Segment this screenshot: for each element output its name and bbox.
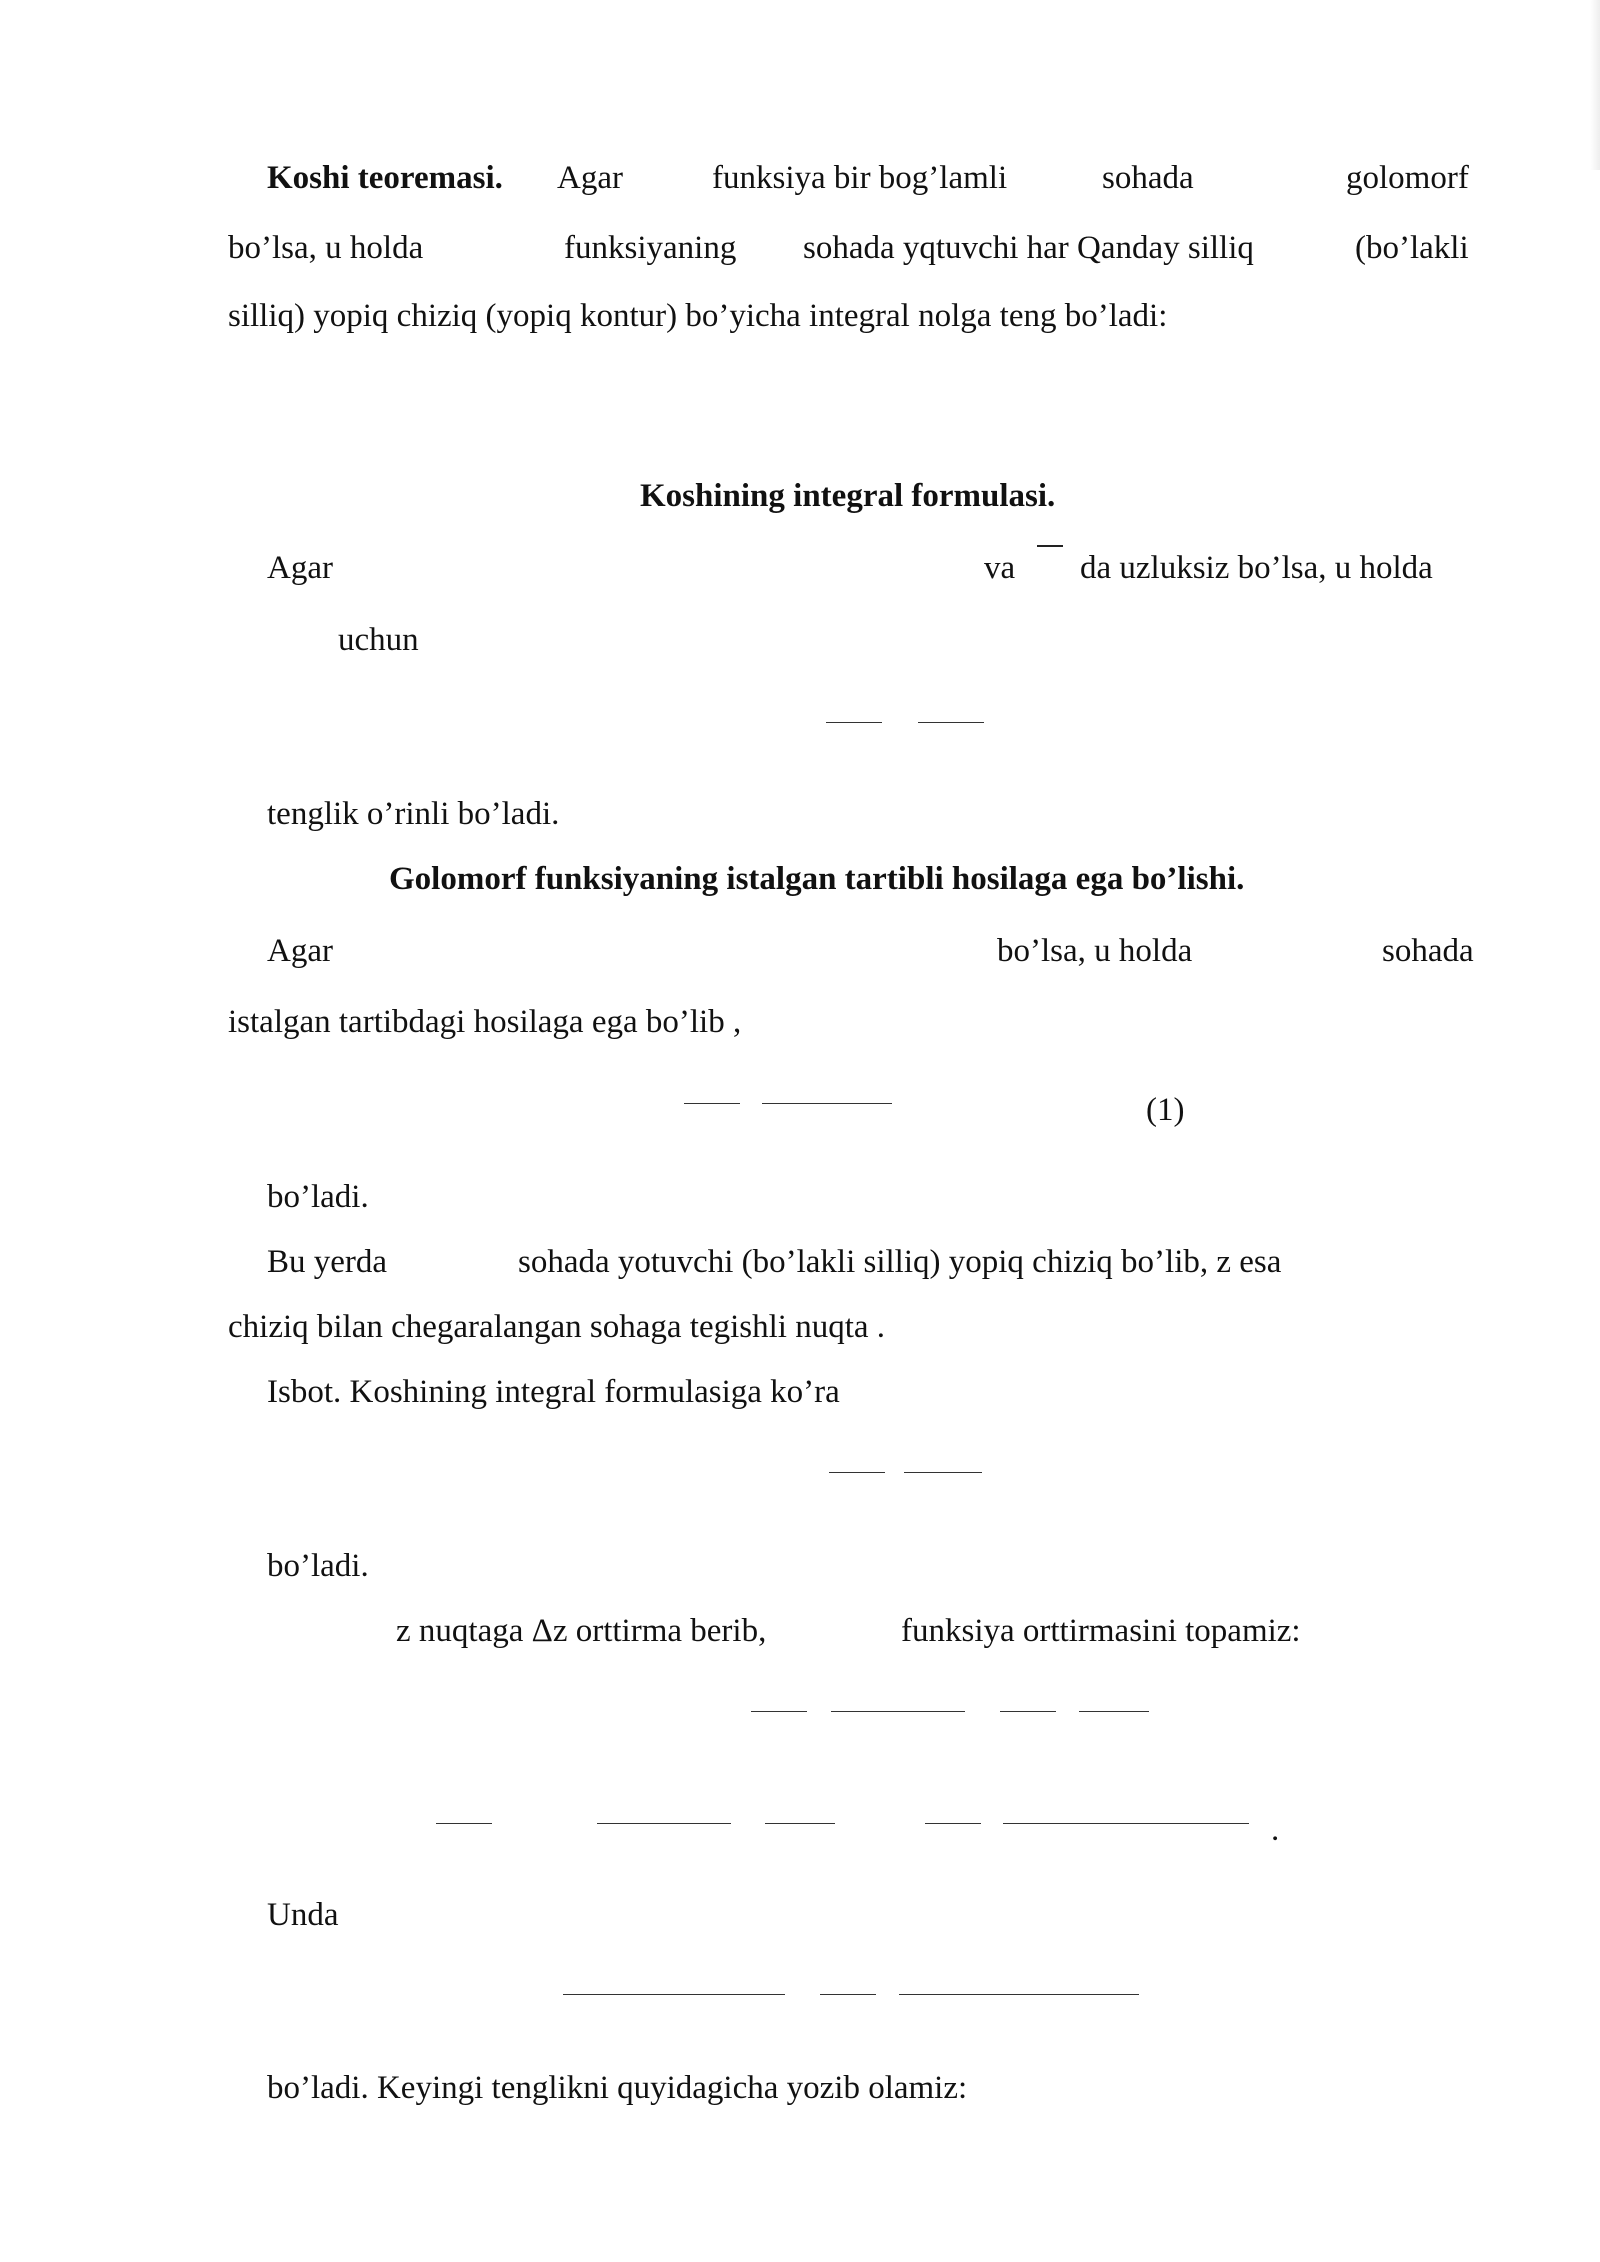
formula-fraction-line xyxy=(563,1994,785,1995)
p5-b: funksiya orttirmasini topamiz: xyxy=(901,1613,1301,1649)
formula-end-dot: . xyxy=(1271,1812,1280,1848)
p1-line2-sohada: sohada yqtuvchi har Qanday silliq xyxy=(803,230,1254,266)
p1-line1-golomorf: golomorf xyxy=(1346,160,1469,196)
p2-va: va xyxy=(984,550,1016,586)
p2-overline-mark xyxy=(1037,545,1063,547)
formula-fraction-line xyxy=(904,1472,982,1473)
theorem-title-bold: Koshi teoremasi. xyxy=(267,160,503,196)
p1-line1-sohada: sohada xyxy=(1102,160,1194,196)
formula-fraction-line xyxy=(765,1823,835,1824)
boladi-text-2: bo’ladi. xyxy=(267,1548,369,1584)
formula-fraction-line xyxy=(820,1994,876,1995)
formula-fraction-line xyxy=(899,1994,1139,1995)
formula-fraction-line xyxy=(1003,1823,1249,1824)
equation-number: (1) xyxy=(1146,1092,1185,1128)
isbot-text: Isbot. Koshining integral formulasiga ko’ra xyxy=(267,1374,840,1410)
p4-line1-a: Bu yerda xyxy=(267,1244,388,1280)
p1-line3: silliq) yopiq chiziq (yopiq kontur) bo’yicha integral nolga teng bo’ladi: xyxy=(228,298,1168,334)
p1-line1-agar: Agar xyxy=(557,160,623,196)
formula-fraction-line xyxy=(684,1103,740,1104)
theorem-title xyxy=(267,158,503,198)
formula-fraction-line xyxy=(829,1472,885,1473)
p3-bolsa: bo’lsa, u holda xyxy=(997,933,1193,969)
heading-integral-formula: Koshining integral formulasi. xyxy=(640,478,1056,514)
last-line: bo’ladi. Keyingi tenglikni quyidagicha yozib olamiz: xyxy=(267,2070,968,2106)
p1-line2-bolsa: bo’lsa, u holda xyxy=(228,230,424,266)
p3-sohada: sohada xyxy=(1382,933,1474,969)
unda-text: Unda xyxy=(267,1897,339,1933)
formula-fraction-line xyxy=(918,722,984,723)
formula-fraction-line xyxy=(1079,1711,1149,1712)
p1-line2-funksiyaning: funksiyaning xyxy=(564,230,737,266)
p2-uchun: uchun xyxy=(338,622,419,658)
p4-line1-b: sohada yotuvchi (bo’lakli silliq) yopiq chiziq bo’lib, z esa xyxy=(518,1244,1282,1280)
boladi-text-1: bo’ladi. xyxy=(267,1179,369,1215)
p3-agar: Agar xyxy=(267,933,333,969)
p2-rest: da uzluksiz bo’lsa, u holda xyxy=(1080,550,1433,586)
tenglik-text: tenglik o’rinli bo’ladi. xyxy=(267,796,560,832)
p5-a: z nuqtaga Δz orttirma berib, xyxy=(396,1613,767,1649)
p1-line2-bolakli: (bo’lakli xyxy=(1355,230,1469,266)
formula-fraction-line xyxy=(597,1823,731,1824)
p3-line2: istalgan tartibdagi hosilaga ega bo’lib , xyxy=(228,1004,742,1040)
formula-fraction-line xyxy=(751,1711,807,1712)
p4-line2: chiziq bilan chegaralangan sohaga tegishli nuqta . xyxy=(228,1309,886,1345)
p2-agar: Agar xyxy=(267,550,333,586)
formula-fraction-line xyxy=(762,1103,892,1104)
heading-golomorf: Golomorf funksiyaning istalgan tartibli hosilaga ega bo’lishi. xyxy=(389,861,1245,897)
formula-fraction-line xyxy=(1000,1711,1056,1712)
page-edge-shadow xyxy=(1590,0,1600,170)
p1-line1-funksiya: funksiya bir bog’lamli xyxy=(712,160,1008,196)
formula-fraction-line xyxy=(925,1823,981,1824)
formula-fraction-line xyxy=(831,1711,965,1712)
formula-fraction-line xyxy=(826,722,882,723)
formula-fraction-line xyxy=(436,1823,492,1824)
